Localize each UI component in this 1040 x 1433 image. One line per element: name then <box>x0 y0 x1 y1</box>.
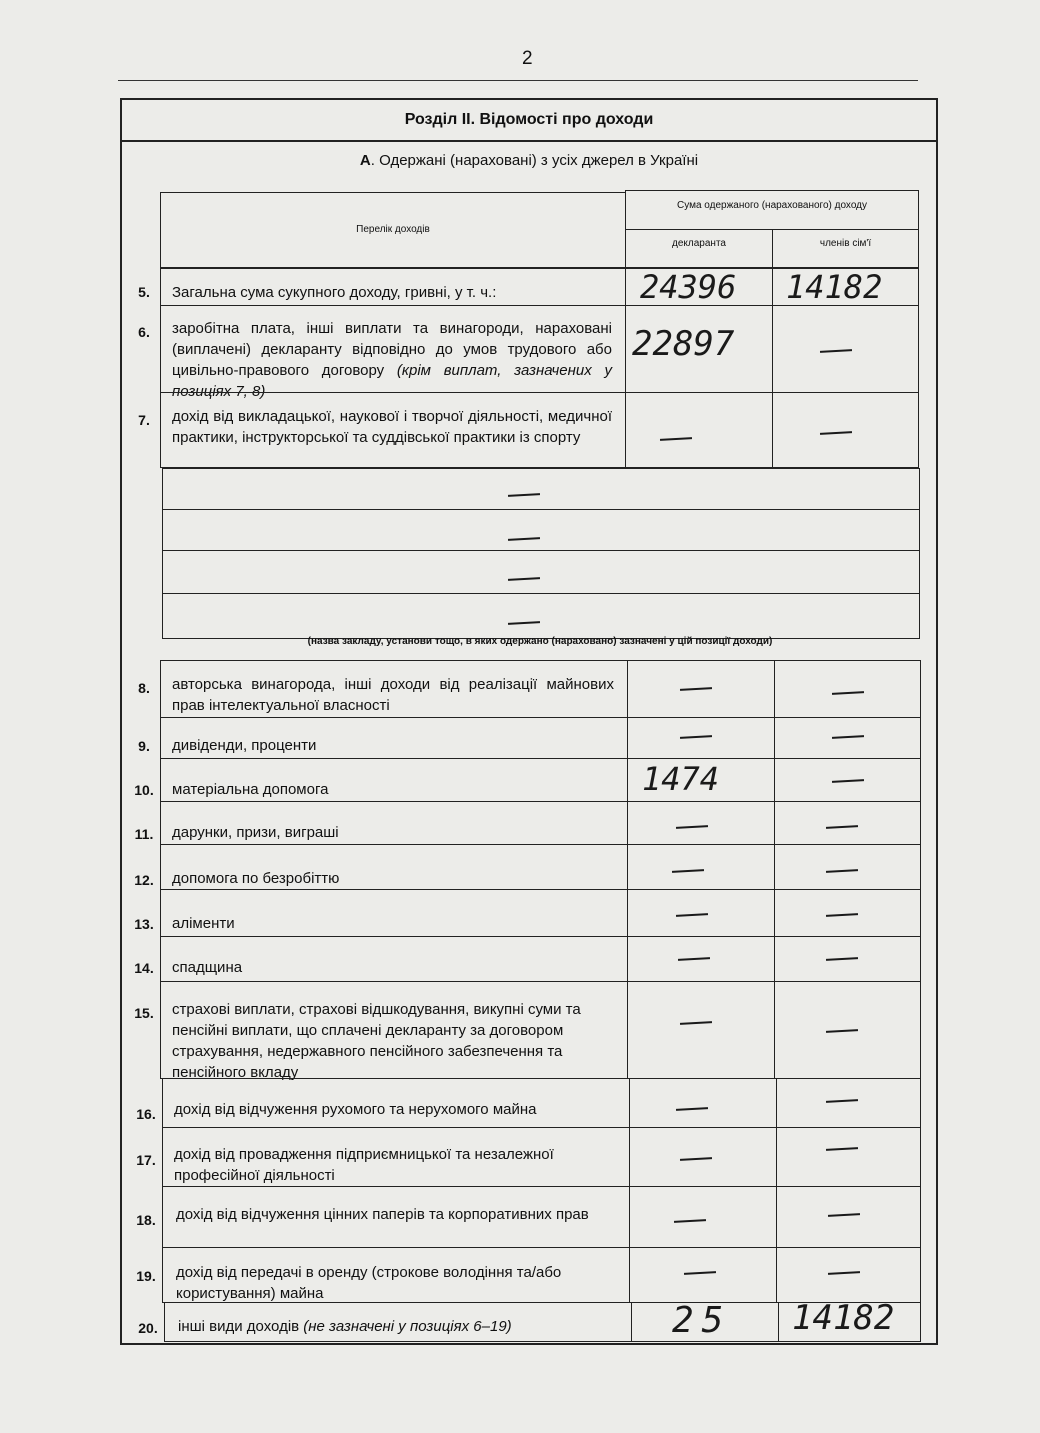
row-number: 20. <box>138 1320 158 1336</box>
row-19-declarant-cell <box>629 1247 777 1303</box>
row-number: 15. <box>134 1005 154 1021</box>
row-8-family-cell <box>774 660 921 718</box>
row-12-family-cell <box>774 844 921 890</box>
subsection-title <box>120 152 938 169</box>
row-description-note: (не зазначені у позиціях 6–19) <box>303 1318 512 1335</box>
row-description-main: заробітна плата, інші виплати та винагороди, нараховані (виплачені) декларанту відповідно до умов трудового або цивільно-правового договору <box>172 320 612 379</box>
row-declarant-value: 24396 <box>640 268 737 306</box>
row-number: 6. <box>138 324 150 340</box>
row-description: дивіденди, проценти <box>172 737 317 754</box>
row-declarant-value: 1474 <box>642 760 720 798</box>
row-description-note: (крім виплат, зазначених у позиціях 7, 8) <box>172 362 612 400</box>
row-17-family-cell <box>776 1127 921 1187</box>
institution-line <box>162 550 920 594</box>
row-description <box>172 318 612 402</box>
row-number: 19. <box>136 1268 156 1284</box>
header-sum-label: Сума одержаного (нарахованого) доходу <box>676 200 867 211</box>
section-title: Розділ ІІ. Відомості про доходи <box>120 98 938 142</box>
row-description: Загальна сума сукупного доходу, гривні, у т. ч.: <box>172 284 497 301</box>
row-description: дохід від провадження підприємницької та незалежної професійної діяльності <box>174 1146 554 1184</box>
row-description-main: інші види доходів <box>178 1318 304 1335</box>
row-7-family-cell <box>772 392 919 468</box>
row-description: дохід від відчуження рухомого та нерухомого майна <box>174 1101 537 1118</box>
row-16-declarant-cell <box>629 1078 777 1128</box>
header-list-label: Перелік доходів <box>356 224 430 235</box>
row-7-declarant-cell <box>625 392 773 468</box>
subsection-text: . Одержані (нараховані) з усіх джерел в Україні <box>370 152 699 169</box>
row-number: 10. <box>134 782 154 798</box>
header-declarant-label: декларанта <box>672 238 726 249</box>
row-description: спадщина <box>172 959 243 976</box>
row-description: страхові виплати, страхові відшкодування, викупні суми та пенсійні виплати, що сплачені декларанту за договором страхування, недержавного пенсійного забезпечення та пенсійного вкладу <box>172 1001 581 1081</box>
row-family-value: 14182 <box>792 1298 895 1338</box>
top-rule <box>118 80 918 81</box>
institution-line <box>162 593 920 639</box>
row-description: дохід від викладацької, наукової і творчої діяльності, медичної практики, інструкторської та суддівської практики із спорту <box>172 408 612 446</box>
row-number: 9. <box>138 738 150 754</box>
row-description: матеріальна допомога <box>172 781 329 798</box>
row-number: 17. <box>136 1152 156 1168</box>
row-number: 12. <box>134 872 154 888</box>
row-declarant-value: 22897 <box>632 324 735 364</box>
row-description: допомога по безробіттю <box>172 870 340 887</box>
row-number: 14. <box>134 960 154 976</box>
row-family-value: 14182 <box>786 268 883 306</box>
row-description: аліменти <box>172 915 235 932</box>
row-11-family-cell <box>774 801 921 845</box>
row-declarant-value: 25 <box>672 1300 732 1341</box>
row-number: 18. <box>136 1212 156 1228</box>
row-description: дохід від передачі в оренду (строкове володіння та/або користування) майна <box>176 1264 562 1302</box>
row-18-family-cell <box>776 1186 921 1248</box>
row-15-declarant-cell <box>627 981 775 1079</box>
page-number: 2 <box>522 48 533 69</box>
institution-line <box>162 509 920 551</box>
row-description: авторська винагорода, інші доходи від реалізації майнових прав інтелектуальної власності <box>172 676 614 714</box>
row-number: 11. <box>134 826 154 842</box>
institution-caption: (назва закладу, установи тощо, в яких одержано (нараховано) зазначені у цій позиції доходи) <box>307 636 773 647</box>
row-description: дарунки, призи, виграші <box>172 824 339 841</box>
row-description: дохід від відчуження цінних паперів та корпоративних прав <box>176 1206 589 1223</box>
row-description <box>178 1316 618 1337</box>
row-19-family-cell <box>776 1247 921 1303</box>
row-number: 16. <box>136 1106 156 1122</box>
institution-line <box>162 468 920 510</box>
row-16-family-cell <box>776 1078 921 1128</box>
subsection-letter: А <box>359 152 371 169</box>
row-18-declarant-cell <box>629 1186 777 1248</box>
row-11-declarant-cell <box>627 801 775 845</box>
header-family-label: членів сім'ї <box>819 238 872 249</box>
row-number: 13. <box>134 916 154 932</box>
row-number: 7. <box>138 412 150 428</box>
row-number: 5. <box>138 284 150 300</box>
row-9-declarant-cell <box>627 717 775 759</box>
row-number: 8. <box>138 680 150 696</box>
row-12-declarant-cell <box>627 844 775 890</box>
